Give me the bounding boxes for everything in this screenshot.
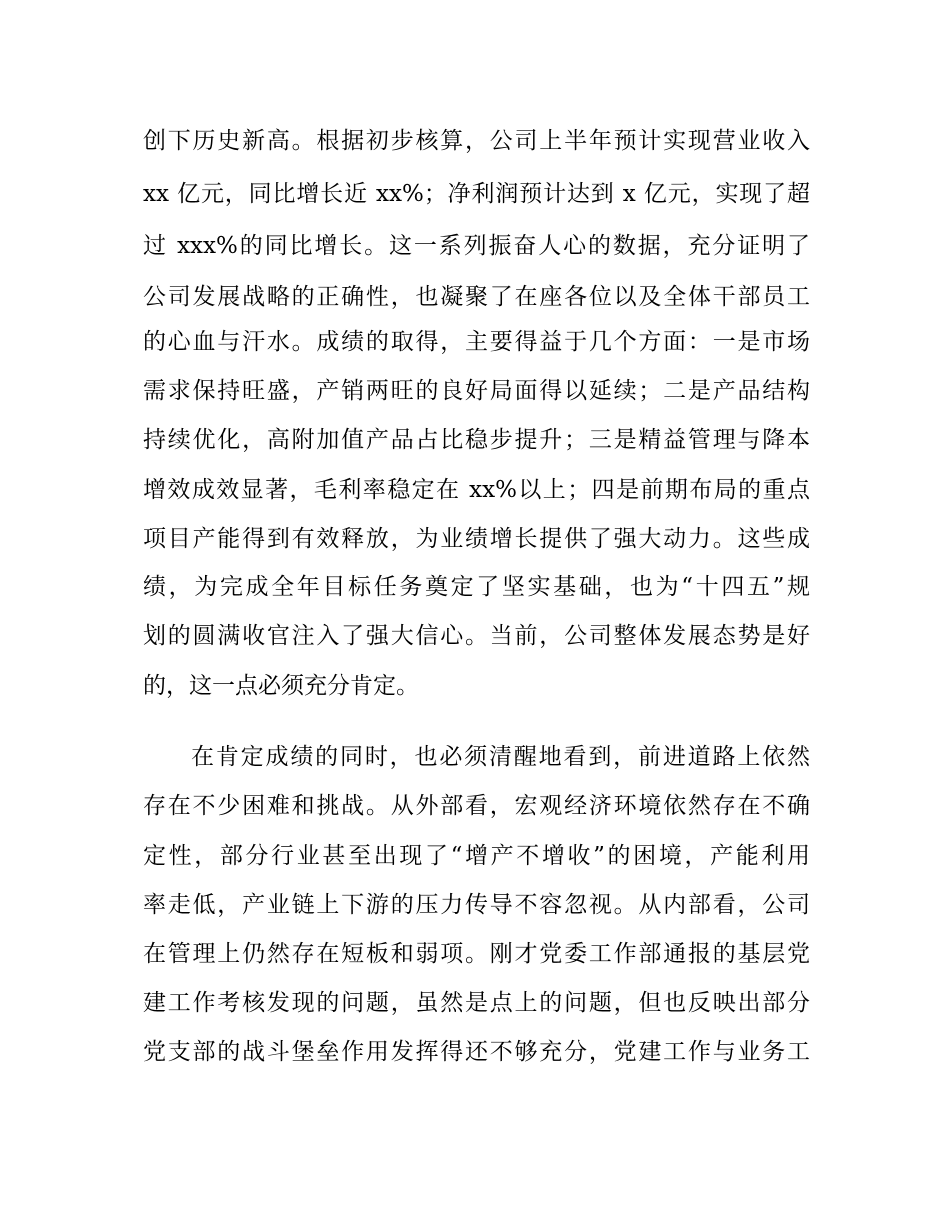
paragraph-line: 率走低，产业链上下游的压力传导不容忽视。从内部看，公司: [143, 892, 810, 918]
paragraph-line: 绩，为完成全年目标任务奠定了坚实基础，也为“十四五”规: [143, 574, 810, 600]
paragraph-line: 定性，部分行业甚至出现了“增产不增收”的困境，产能利用: [143, 843, 810, 869]
paragraph-line: 创下历史新高。根据初步核算，公司上半年预计实现营业收入: [143, 128, 810, 154]
paragraph-line: 党支部的战斗堡垒作用发挥得还不够充分，党建工作与业务工: [143, 1039, 810, 1065]
paragraph-line: 建工作考核发现的问题，虽然是点上的问题，但也反映出部分: [143, 990, 810, 1016]
paragraph-line: xx 亿元，同比增长近 xx%；净利润预计达到 x 亿元，实现了超: [143, 181, 810, 207]
paragraph-line: 公司发展战略的正确性，也凝聚了在座各位以及全体干部员工: [143, 284, 810, 310]
paragraph-line: 的心血与汗水。成绩的取得，主要得益于几个方面：一是市场: [143, 329, 810, 355]
paragraph-line: 在肯定成绩的同时，也必须清醒地看到，前进道路上依然: [191, 744, 810, 770]
paragraph-line: 项目产能得到有效释放，为业绩增长提供了强大动力。这些成: [143, 526, 810, 552]
paragraph-line: 过 xxx%的同比增长。这一系列振奋人心的数据，充分证明了: [143, 233, 810, 259]
paragraph-line: 在管理上仍然存在短板和弱项。刚才党委工作部通报的基层党: [143, 941, 810, 967]
paragraph-line: 增效成效显著，毛利率稳定在 xx%以上；四是前期布局的重点: [143, 477, 810, 503]
paragraph-line: 划的圆满收官注入了强大信心。当前，公司整体发展态势是好: [143, 623, 810, 649]
paragraph-line: 需求保持旺盛，产销两旺的良好局面得以延续；二是产品结构: [143, 378, 810, 404]
paragraph-line: 持续优化，高附加值产品占比稳步提升；三是精益管理与降本: [143, 427, 810, 453]
paragraph-line: 的，这一点必须充分肯定。: [143, 673, 419, 699]
paragraph-line: 存在不少困难和挑战。从外部看，宏观经济环境依然存在不确: [143, 793, 810, 819]
